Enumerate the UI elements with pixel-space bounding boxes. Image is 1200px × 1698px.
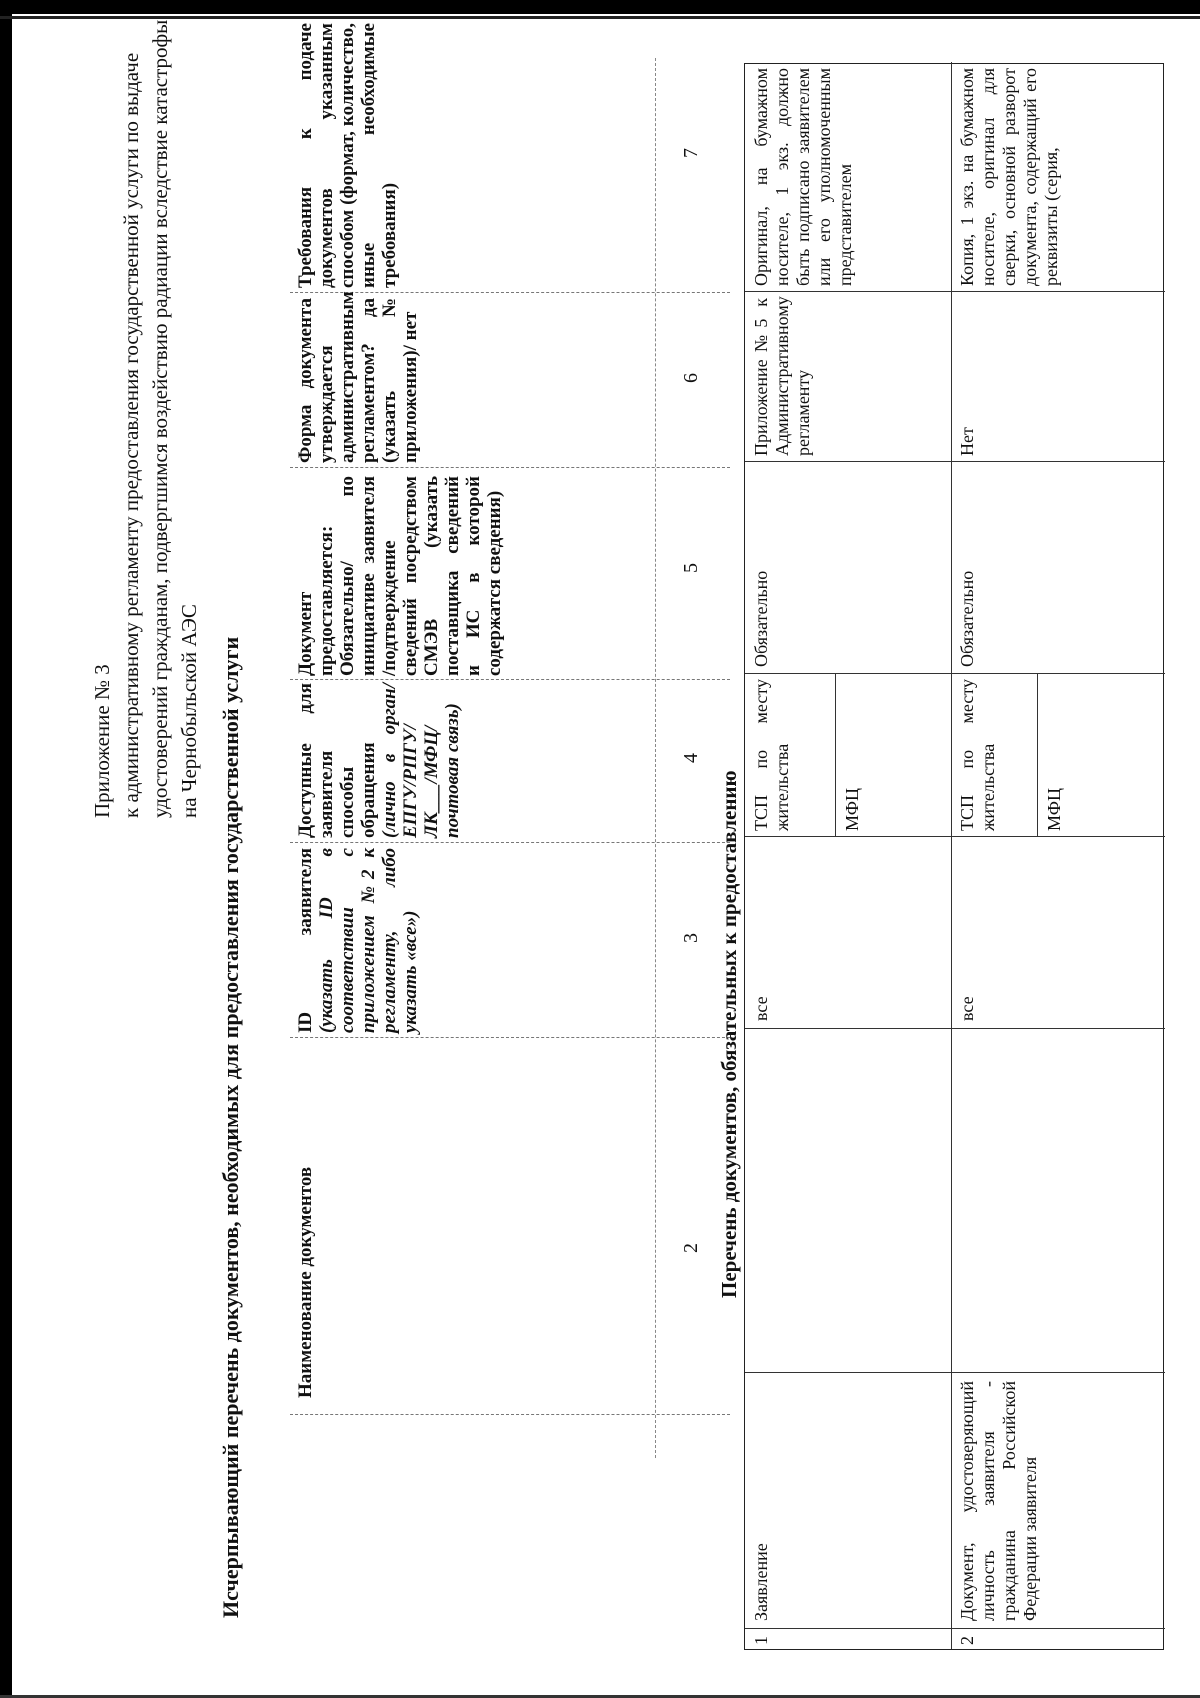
- method-tsp: ТСП по месту жительства: [957, 679, 998, 831]
- document-name: Заявление: [751, 1543, 771, 1621]
- header-col-3: [295, 848, 421, 1033]
- sub-row-line: [835, 674, 836, 837]
- method-mfc: МФЦ: [842, 788, 862, 831]
- header-col-6: Форма документа утверждается административным регламентом? да (указать № приложения)/ нет: [295, 291, 421, 463]
- column-number: 5: [680, 563, 702, 573]
- provided-status: Обязательно: [957, 570, 977, 667]
- column-line: [745, 291, 1165, 292]
- document-name: Документ, удостоверяющий личность заявителя - гражданина Российской Федерации заявителя: [957, 1381, 1040, 1621]
- header-col-3-italic: (указать ID в соответствии с приложением №2 к регламенту, либо указать «все»): [316, 848, 421, 1033]
- method-tsp: ТСП по месту жительства: [751, 679, 792, 831]
- column-line: [745, 1628, 1165, 1629]
- row-line: [951, 62, 952, 1649]
- column-number: 6: [680, 373, 702, 383]
- column-number: 2: [680, 1243, 702, 1253]
- column-number: 7: [680, 148, 702, 158]
- header-divider: [290, 1414, 730, 1415]
- column-line: [745, 1372, 1165, 1373]
- header-rule: [655, 58, 656, 1458]
- column-line: [745, 1028, 1165, 1029]
- scan-border-top: [0, 0, 12, 1698]
- header-col-4-italic: (лично в орган/ЕПГУ/РПГУ/ЛК___/МФЦ/почтовая связь): [379, 683, 463, 838]
- submission-requirements: Копия, 1 экз. на бумажном носителе, оригинал для сверки, основной разворот документа, содержащий его реквизиты (серия,: [957, 68, 1061, 286]
- column-number: 3: [680, 933, 702, 943]
- column-number: 4: [680, 753, 702, 763]
- appendix-line-2: удостоверений гражданам, подвергшимся воздействию радиации вследствие катастрофы: [148, 19, 172, 818]
- header-divider: [290, 467, 730, 468]
- section-subtitle: Перечень документов, обязательных к предоставлению: [717, 770, 741, 1298]
- form-approval: Нет: [957, 427, 977, 456]
- submission-requirements: Оригинал, на бумажном носителе, 1 экз. должно быть подписано заявителем или его уполномоченным представителем: [751, 68, 855, 286]
- header-col-4: [295, 683, 463, 838]
- header-divider: [290, 679, 730, 680]
- documents-table: [744, 63, 1164, 1650]
- appendix-line-1: к административному регламенту предоставления государственной услуги по выдаче: [119, 52, 143, 818]
- scan-edge-right: [0, 16, 1200, 19]
- method-mfc: МФЦ: [1044, 788, 1064, 831]
- page-title: Исчерпывающий перечень документов, необходимых для предоставления государственной услуги: [218, 636, 243, 1618]
- header-col-5: Документ предоставляется: Обязательно/ по инициативе заявителя /подтверждение сведений посредством СМЭВ (указать поставщика сведений и ИС в которой содержатся сведения): [295, 476, 505, 676]
- header-col-7: Требования к подаче документов указанным способом (формат, количество, иные необходимые требования): [295, 23, 400, 288]
- column-line: [745, 673, 1165, 674]
- header-divider: [290, 842, 730, 843]
- column-line: [745, 461, 1165, 462]
- row-number: 1: [751, 1636, 771, 1645]
- sub-row-line: [1037, 674, 1038, 837]
- header-col-3-bold: ID заявителя: [295, 848, 316, 1033]
- applicant-id: все: [957, 996, 977, 1021]
- header-col-2: Наименование документов: [295, 1166, 316, 1398]
- form-approval: Приложение№5 к Административному регламенту: [751, 296, 813, 456]
- appendix-line-3: на Чернобыльской АЭС: [177, 604, 201, 818]
- header-col-4-bold: Доступные для заявителя способы обращения: [295, 683, 379, 838]
- provided-status: Обязательно: [751, 570, 771, 667]
- scan-border-bottom: [0, 0, 1200, 14]
- appendix-block: [88, 19, 204, 818]
- header-divider: [290, 1037, 730, 1038]
- column-line: [745, 836, 1165, 837]
- row-number: 2: [957, 1636, 977, 1645]
- appendix-number: Приложение № 3: [90, 664, 114, 818]
- applicant-id: все: [751, 996, 771, 1021]
